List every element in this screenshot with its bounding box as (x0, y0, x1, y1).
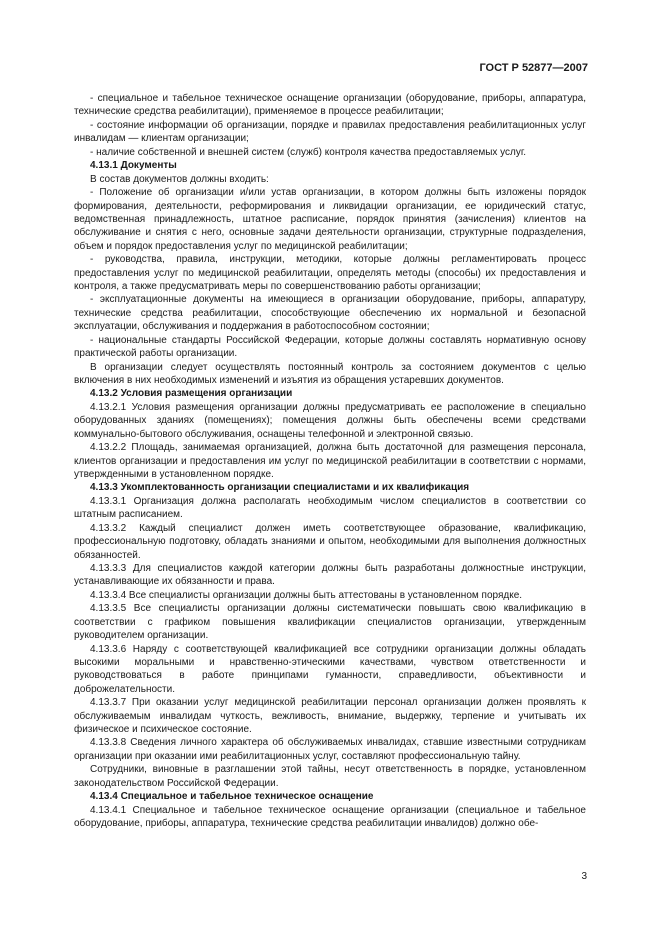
paragraph: - Положение об организации и/или устав организации, в котором должны быть изложены порядок формирования, деятельности, реформирования и ликвидации организации, ее юридический статус, ведомственная принадлежность, штатное расписание, порядок принятия (зачисления) клиентов на обслуживание и снятия с него, основные задачи деятельности организации, структурные подразделения, объем и порядок предоставления услуг по медицинской реабилитации; (74, 187, 586, 252)
paragraph: В организации следует осуществлять постоянный контроль за состоянием документов с целью включения в них необходимых изменений и изъятия из обращения устаревших документов. (74, 361, 586, 386)
paragraph: 4.13.3.1 Организация должна располагать необходимым числом специалистов в соответствии со штатным расписанием. (74, 495, 586, 521)
section-heading-4-13-1: 4.13.1 Документы (90, 160, 177, 172)
paragraph: 4.13.2.1 Условия размещения организации должны предусматривать ее расположение в специально оборудованных зданиях (помещениях); помещения должны быть обеспечены всеми средствами коммунально-бытового обслуживания, оснащены телефонной и электронной связью. (74, 401, 586, 440)
paragraph: 4.13.3.2 Каждый специалист должен иметь соответствующее образование, квалификацию, профессиональную подготовку, обладать знаниями и опытом, необходимыми для выполнения должностных обязанностей. (74, 522, 586, 561)
paragraph: 4.13.2.2 Площадь, занимаемая организацией, должна быть достаточной для размещения персонала, клиентов организации и предоставления им услуг по медицинской реабилитации в соответствии с нормами, утвержденными в установленном порядке. (74, 442, 586, 480)
paragraph: - руководства, правила, инструкции, методики, которые должны регламентировать процесс предоставления услуг по медицинской реабилитации, определять методы (способы) их предоставления и контроля, а также предусматривать меры по совершенствованию работы организации; (74, 254, 586, 292)
paragraph-list-quality-control: - наличие собственной и внешней систем (служб) контроля качества предоставляемых услуг. (90, 146, 527, 158)
document-id-header: ГОСТ Р 52877—2007 (479, 62, 588, 74)
section-heading-4-13-3: 4.13.3 Укомплектованность организации специалистами и их квалификация (90, 482, 470, 494)
section-heading-4-13-2: 4.13.2 Условия размещения организации (90, 388, 293, 400)
paragraph: 4.13.3.5 Все специалисты организации должны систематически повышать свою квалификацию в соответствии с графиком повышения квалификации специалистов организации, утвержденным руководителем организации. (74, 603, 586, 642)
paragraph: Сотрудники, виновные в разглашении этой тайны, несут ответственность в порядке, установленном законодательством Российской Федерации. (74, 764, 586, 789)
paragraph: - эксплуатационные документы на имеющиеся в организации оборудование, приборы, аппаратуру, технические средства реабилитации, способствующие обеспечению их нормальной и безопасной эксплуатации, обслуживания и поддержания в работоспособном состоянии; (74, 294, 586, 333)
paragraph: 4.13.3.8 Сведения личного характера об обслуживаемых инвалидах, ставшие известными сотрудникам организации при оказании ими реабилитационных услуг, составляют профессиональную тайну. (74, 737, 586, 762)
paragraph: 4.13.4.1 Специальное и табельное техническое оснащение организации (специальное и табельное оборудование, приборы, аппаратура, технические средства реабилитации инвалидов) должно обе- (74, 804, 586, 830)
document-body (74, 92, 586, 831)
page-number: 3 (581, 871, 587, 882)
paragraph-list-information: - состояние информации об организации, порядке и правилах предоставления реабилитационных услуг инвалидам — клиентам организации; (74, 119, 586, 145)
section-heading-4-13-4: 4.13.4 Специальное и табельное техническое оснащение (90, 791, 374, 803)
paragraph: 4.13.3.7 При оказании услуг медицинской реабилитации персонал организации должен проявлять к обслуживаемым инвалидам чуткость, вежливость, внимание, выдержку, терпение и учитывать их физическое и психическое состояние. (74, 697, 586, 735)
paragraph: В состав документов должны входить: (90, 173, 269, 185)
paragraph: - национальные стандарты Российской Федерации, которые должны составлять нормативную основу практической работы организации. (74, 334, 586, 360)
paragraph-list-equipment: - специальное и табельное техническое оснащение организации (оборудование, приборы, аппаратура, технические средства реабилитации), применяемое в процессе реабилитации; (74, 93, 586, 118)
paragraph: 4.13.3.4 Все специалисты организации должны быть аттестованы в установленном порядке. (90, 589, 523, 601)
paragraph: 4.13.3.3 Для специалистов каждой категории должны быть разработаны должностные инструкции, устанавливающие их обязанности и права. (74, 563, 586, 588)
paragraph: 4.13.3.6 Наряду с соответствующей квалификацией все сотрудники организации должны обладать высокими моральными и нравственно-этическими качествами, чувством ответственности и руководствоваться в работе принципами гуманности, справедливости, объективности и доброжелательности. (74, 643, 586, 695)
